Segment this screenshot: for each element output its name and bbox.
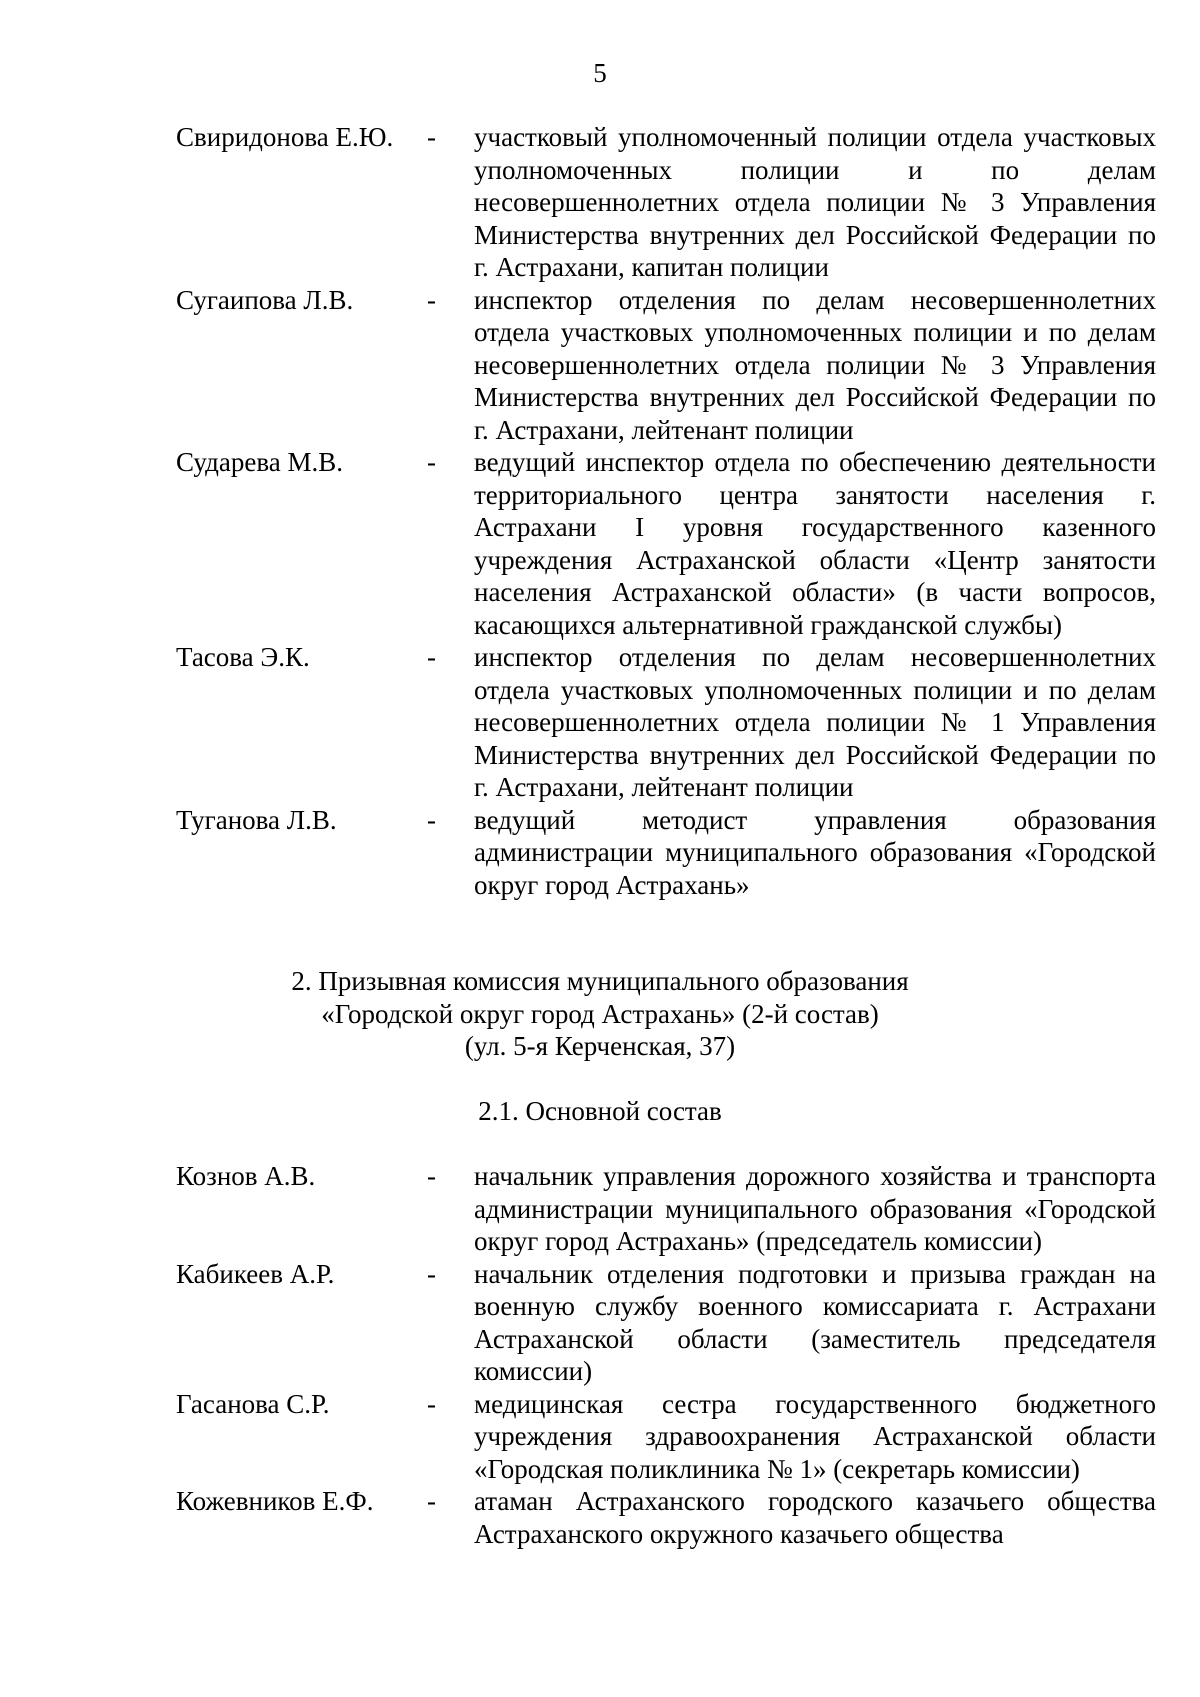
position-text-line: ведущий методист управления образования [474, 804, 1156, 835]
position-text-line: населения г. Астрахани I уровня государственного [474, 479, 1156, 542]
position-text-line: инспектор отделения по делам несовершеннолетних [474, 284, 1156, 315]
position-text-line: вопросов, касающихся альтернативной гражданской [474, 577, 1156, 640]
member-position [474, 1485, 1156, 1550]
position-text-line: «Городской округ город Астрахань» [474, 837, 1156, 900]
position-text-line: образования «Городской округ город Астрахань» [474, 1193, 1156, 1256]
member-name: Сударева М.В. [176, 447, 343, 477]
member-entry [176, 1258, 1156, 1388]
member-name: Кознов А.В. [176, 1161, 316, 1191]
position-text-line: Управления Министерства внутренних дел Российской [474, 349, 1157, 412]
position-text-line: казенного учреждения Астраханской области «Центр [474, 512, 1157, 575]
member-name: Кабикеев А.Р. [176, 1258, 335, 1289]
member-name: Сугаипова Л.В. [176, 284, 354, 315]
dash-separator: - [427, 804, 436, 835]
position-text-line: инспектор отделения по делам несовершеннолетних [474, 642, 1156, 672]
position-text-line: по г. Астрахани, капитан полиции [474, 219, 1156, 282]
member-entry [176, 284, 1156, 447]
position-text-line: деятельности территориального центра занятости [474, 447, 1157, 510]
member-name: Туганова Л.В. [176, 804, 337, 835]
member-entry [176, 446, 1156, 641]
subsection-heading [0, 1095, 1200, 1128]
position-text-line: Астраханского окружного казачьего общества [474, 1518, 1004, 1549]
position-text-line: занятости населения Астраханской области» (в части [474, 544, 1156, 607]
dash-separator: - [427, 1161, 436, 1191]
dash-separator: - [427, 642, 436, 672]
position-text-line: Управления Министерства внутренних дел Российской [474, 707, 1157, 770]
position-text-line: несовершеннолетних отдела полиции № 3 Управления [474, 187, 1156, 217]
member-position [474, 1388, 1156, 1486]
position-text-line: Федерации по г. Астрахани, лейтенант полиции [474, 382, 1156, 445]
position-text-line: военную службу военного комиссариата г. Астрахани [474, 1291, 1156, 1321]
member-entry [176, 121, 1156, 284]
position-text-line: начальник управления дорожного хозяйства и [474, 1161, 1017, 1191]
dash-separator: - [427, 1388, 436, 1419]
position-text-line: Астраханской области (заместитель председателя [474, 1323, 1156, 1354]
position-text-line: атаман Астраханского городского казачьего общества [474, 1486, 1156, 1516]
member-entry [176, 804, 1156, 902]
member-name: Тасова Э.К. [176, 642, 310, 672]
member-position [474, 804, 1156, 902]
position-text-line: участковых уполномоченных полиции и по делам [474, 122, 1156, 185]
position-text-line: учреждения здравоохранения Астраханской области [474, 1421, 1156, 1451]
position-text-line: делам несовершеннолетних отдела полиции № 3 [474, 317, 1156, 380]
section-heading [0, 965, 1200, 1063]
member-entry [176, 1485, 1156, 1550]
position-text-line: начальник отделения подготовки и призыва граждан на [474, 1258, 1156, 1289]
position-text-line: службы) [964, 609, 1063, 640]
member-position [474, 1258, 1156, 1388]
member-position [474, 446, 1156, 641]
position-text-line: (председатель комиссии) [756, 1226, 1042, 1256]
member-position [474, 641, 1156, 804]
position-text-line: Федерации по г. Астрахани, лейтенант полиции [474, 739, 1156, 802]
position-text-line: отдела участковых уполномоченных полиции и по [474, 317, 1077, 347]
member-list-1 [176, 121, 1156, 901]
position-text-line: делам несовершеннолетних отдела полиции № 1 [474, 674, 1156, 737]
position-text-line: медицинская сестра государственного бюджетного [474, 1388, 1156, 1419]
section-heading-line-2: «Городской округ город Астрахань» (2-й состав) [321, 998, 879, 1029]
position-text-line: «Городская поликлиника № 1» (секретарь комиссии) [474, 1453, 1080, 1484]
position-text-line: комиссии) [474, 1356, 593, 1386]
member-position [474, 1160, 1156, 1258]
position-text-line: администрации муниципального образования [474, 837, 1013, 867]
page-number: 5 [593, 58, 607, 88]
position-text-line: отдела участковых уполномоченных полиции и по [474, 674, 1077, 705]
dash-separator: - [427, 122, 436, 152]
dash-separator: - [427, 284, 436, 315]
section-heading-line-3: (ул. 5-я Керченская, 37) [464, 1031, 736, 1061]
section-heading-line-1: 2. Призывная комиссия муниципального образования [291, 966, 909, 996]
subsection-heading-text: 2.1. Основной состав [478, 1096, 722, 1126]
dash-separator: - [427, 447, 436, 477]
dash-separator: - [427, 1486, 436, 1516]
position-text-line: участковый уполномоченный полиции отдела [474, 122, 1013, 152]
member-list-2 [176, 1160, 1156, 1550]
member-entry [176, 1160, 1156, 1258]
position-text-line: Министерства внутренних дел Российской Федерации [474, 219, 1118, 250]
position-text-line: ведущий инспектор отдела по обеспечению [474, 447, 991, 477]
member-position [474, 121, 1156, 284]
member-entry [176, 1388, 1156, 1486]
member-name: Кожевников Е.Ф. [176, 1486, 374, 1516]
member-entry [176, 641, 1156, 804]
member-position [474, 284, 1156, 447]
member-name: Гасанова С.Р. [176, 1388, 330, 1419]
dash-separator: - [427, 1258, 436, 1289]
member-name: Свиридонова Е.Ю. [176, 122, 394, 152]
position-text-line: транспорта администрации муниципального [474, 1161, 1156, 1224]
